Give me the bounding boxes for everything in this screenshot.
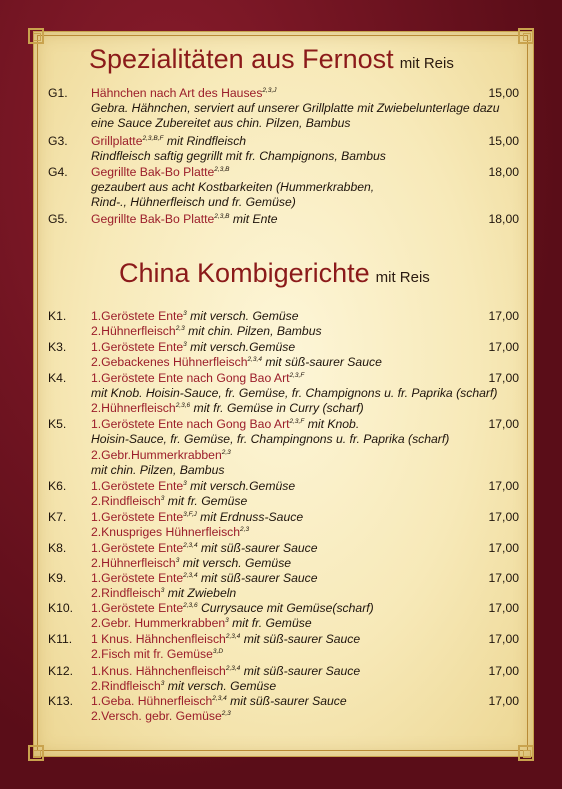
item-price: 17,00 [488, 664, 519, 678]
dish-name: 2.Rindfleisch [91, 586, 161, 600]
item-code: K8. [48, 541, 67, 555]
dish-name: 2.Rindfleisch [91, 679, 161, 693]
dish-description: mit chin. Pilzen, Bambus [188, 324, 322, 338]
section-heading [89, 44, 454, 75]
item-code: K3. [48, 340, 67, 354]
dish-description: mit süß-saurer Sauce [243, 664, 361, 678]
item-price: 17,00 [488, 571, 519, 585]
item-name: Gegrillte Bak-Bo Platte [91, 165, 215, 179]
allergen-codes: 2,3 [240, 525, 250, 533]
section-heading [119, 258, 430, 289]
dish-name: 1.Geröstete Ente [91, 601, 184, 615]
dish-name: 2.Gebr. Hummerkrabben [91, 616, 226, 630]
allergen-codes: 2,3,4 [212, 694, 227, 702]
dish-name: 2.Gebackenes Hühnerfleisch [91, 355, 248, 369]
dish-description: mit versch.Gemüse [190, 340, 296, 354]
allergen-codes: 2,3,6 [175, 401, 191, 409]
section-title: China Kombigerichte [119, 258, 370, 288]
allergen-codes: 3 [183, 340, 187, 348]
allergen-codes: 2,3,B,F [142, 134, 164, 142]
item-code: K4. [48, 371, 67, 385]
corner-ornament [518, 745, 534, 761]
dish-name: 1.Geröstete Ente [91, 479, 184, 493]
item-code: K11. [48, 632, 73, 646]
allergen-codes: 2,3,J [262, 86, 277, 94]
dish-name: 1.Geröstete Ente [91, 309, 184, 323]
allergen-codes: 2,3,B [214, 212, 230, 220]
item-code: G3. [48, 134, 68, 148]
allergen-codes: 2,3,4 [183, 541, 198, 549]
allergen-codes: 3 [225, 616, 229, 624]
allergen-codes: 3,F,J [183, 510, 197, 518]
dish-name: 2.Hühnerfleisch [91, 556, 176, 570]
allergen-codes: 2,3,4 [225, 664, 241, 672]
dish-name: 1.Geröstete Ente [91, 541, 184, 555]
dish-name: 1.Geröstete Ente [91, 340, 184, 354]
item-description: Rind-., Hühnerfleisch und fr. Gemüse) [91, 195, 296, 209]
allergen-codes: 2,3,F [289, 371, 305, 379]
item-description: Rindfleisch saftig gegrillt mit fr. Champignons, Bambus [91, 149, 386, 163]
item-price: 17,00 [488, 510, 519, 524]
dish-description: mit fr. Gemüse [232, 616, 312, 630]
dish-name: 2.Versch. gebr. Gemüse [91, 709, 222, 723]
dish-name: 1.Geröstete Ente [91, 571, 184, 585]
dish-description: mit fr. Gemüse in Curry (scharf) [193, 401, 364, 415]
dish-name: 2.Fisch mit fr. Gemüse [91, 647, 213, 661]
section-title: Spezialitäten aus Fernost [89, 44, 394, 74]
item-price: 15,00 [488, 86, 519, 100]
dish-name: 2.Gebr.Hummerkrabben [91, 448, 222, 462]
dish-name: 1.Geröstete Ente nach Gong Bao Art [91, 417, 290, 431]
item-name: Gegrillte Bak-Bo Platte [91, 212, 215, 226]
allergen-codes: 3 [160, 586, 165, 594]
item-code: K9. [48, 571, 67, 585]
item-price: 17,00 [488, 694, 519, 708]
dish-name: 1.Geröstete Ente [91, 510, 184, 524]
item-price: 17,00 [488, 309, 519, 323]
section-subtitle: mit Reis [399, 55, 454, 72]
dish-description: mit fr. Gemüse [167, 494, 248, 508]
item-price: 18,00 [488, 165, 519, 179]
item-price: 17,00 [488, 417, 519, 431]
allergen-codes: 3 [175, 556, 180, 564]
dish-name: 2.Rindfleisch [91, 494, 161, 508]
item-name: Grillplatte [91, 134, 143, 148]
dish-name: 1.Geröstete Ente nach Gong Bao Art [91, 371, 290, 385]
item-code: K6. [48, 479, 67, 493]
corner-ornament [28, 745, 44, 761]
allergen-codes: 2,3,F [289, 417, 305, 425]
dish-description: mit Zwiebeln [167, 586, 237, 600]
allergen-codes: 3 [160, 679, 165, 687]
item-price: 17,00 [488, 371, 519, 385]
dish-description: mit versch. Gemüse [182, 556, 292, 570]
section-subtitle: mit Reis [375, 269, 430, 286]
dish-description: mit versch. Gemüse [167, 679, 277, 693]
allergen-codes: 2,3 [221, 448, 231, 456]
allergen-codes: 2,3,4 [247, 355, 262, 363]
item-description: eine Sauce Zubereitet aus chin. Pilzen, Bambus [91, 116, 351, 130]
item-code: G4. [48, 165, 68, 179]
dish-description: mit süß-saurer Sauce [230, 694, 347, 708]
dish-name: 2.Hühnerfleisch [91, 324, 176, 338]
allergen-codes: 2,3,4 [225, 632, 241, 640]
dish-description: mit süß-saurer Sauce [265, 355, 382, 369]
dish-description: Hoisin-Sauce, fr. Gemüse, fr. Champingnons u. fr. Paprika (scharf) [91, 432, 450, 446]
dish-name: 2.Hühnerfleisch [91, 401, 176, 415]
allergen-codes: 2,3 [175, 324, 185, 332]
dish-description: mit versch.Gemüse [190, 479, 296, 493]
item-description: Gebra. Hähnchen, serviert auf unserer Grillplatte mit Zwiebelunterlage dazu [91, 101, 500, 115]
item-code: K7. [48, 510, 67, 524]
item-code: G5. [48, 212, 68, 226]
item-code: K13. [48, 694, 74, 708]
dish-name: 1 Knus. Hähnchenfleisch [91, 632, 226, 646]
allergen-codes: 3 [183, 309, 187, 317]
item-description: mit Ente [232, 212, 278, 226]
item-code: G1. [48, 86, 68, 100]
item-code: K5. [48, 417, 67, 431]
item-price: 17,00 [488, 541, 519, 555]
dish-description: Currysauce mit Gemüse(scharf) [201, 601, 374, 615]
dish-description: mit süß-saurer Sauce [201, 571, 318, 585]
dish-description: mit Knob. Hoisin-Sauce, fr. Gemüse, fr. Champignons u. fr. Paprika (scharf) [91, 386, 498, 400]
item-code: K12. [48, 664, 74, 678]
allergen-codes: 2,3,4 [183, 571, 198, 579]
item-price: 17,00 [488, 632, 519, 646]
item-price: 15,00 [488, 134, 519, 148]
item-code: K10. [48, 601, 74, 615]
dish-description: mit Erdnuss-Sauce [200, 510, 304, 524]
item-description: gezaubert aus acht Kostbarkeiten (Hummerkrabben, [91, 180, 375, 194]
item-code: K1. [48, 309, 67, 323]
item-name: Hähnchen nach Art des Hauses [91, 86, 263, 100]
item-price: 17,00 [488, 601, 519, 615]
allergen-codes: 3,D [212, 647, 224, 655]
item-price: 17,00 [488, 479, 519, 493]
dish-name: 2.Knuspriges Hühnerfleisch [91, 525, 241, 539]
allergen-codes: 2,3,6 [183, 601, 198, 609]
dish-description: mit süß-saurer Sauce [201, 541, 318, 555]
corner-ornament [28, 28, 44, 44]
dish-description: mit süß-saurer Sauce [243, 632, 361, 646]
allergen-codes: 3 [183, 479, 187, 487]
item-price: 17,00 [488, 340, 519, 354]
allergen-codes: 2,3 [221, 709, 231, 717]
item-description: mit Rindfleisch [166, 134, 247, 148]
dish-description: mit chin. Pilzen, Bambus [91, 463, 225, 477]
dish-description: mit versch. Gemüse [190, 309, 299, 323]
dish-description: mit Knob. [307, 417, 360, 431]
dish-name: 1.Knus. Hähnchenfleisch [91, 664, 226, 678]
allergen-codes: 3 [160, 494, 165, 502]
corner-ornament [518, 28, 534, 44]
dish-name: 1.Geba. Hühnerfleisch [91, 694, 213, 708]
item-price: 18,00 [488, 212, 519, 226]
allergen-codes: 2,3,B [214, 165, 230, 173]
